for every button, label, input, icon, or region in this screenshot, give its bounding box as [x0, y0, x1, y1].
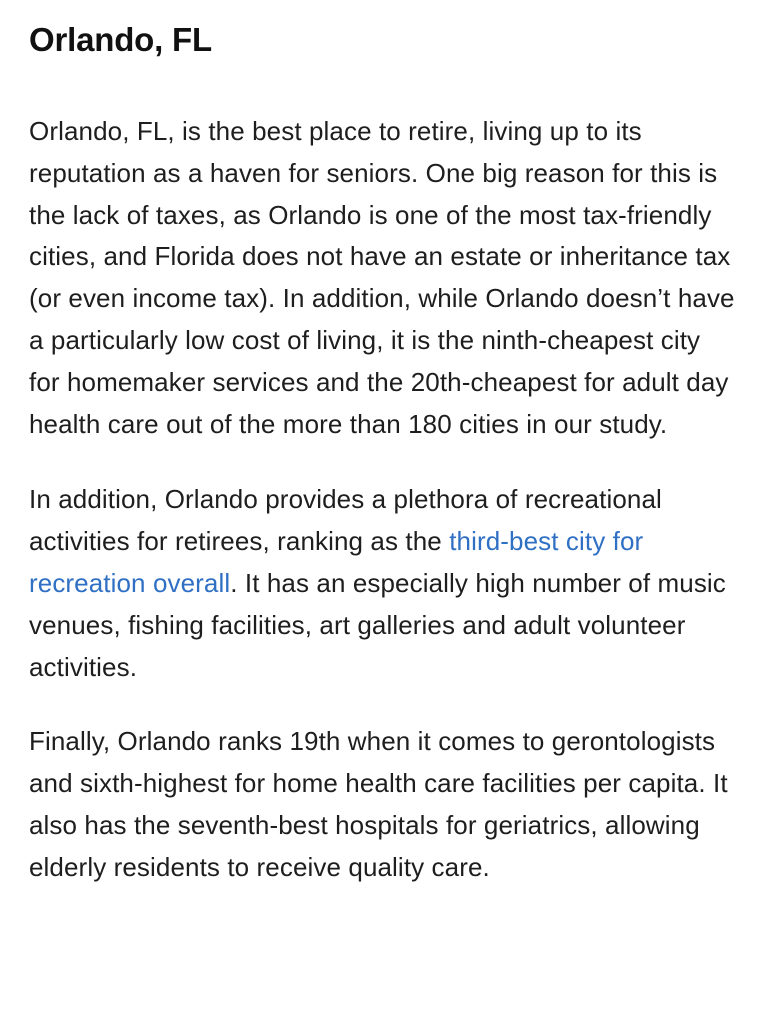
section-heading: Orlando, FL [29, 21, 212, 58]
paragraph-recreation-text-end: . It has an especially high number of music venues, fishing facilities, art galleries and adult volunteer activities. [29, 567, 726, 682]
paragraph-taxes: Orlando, FL, is the best place to retire, living up to its reputation as a haven for seniors. One big reason for this is the lack of taxes, as Orlando is one of the most tax-friendly cities, and Florida does not have an estate or inheritance tax (or even income tax). In addition, while Orlando doesn’t have a particularly low cost of living, it is the ninth-cheapest city for homemaker services and the 20th-cheapest for adult day health care out of the more than 180 cities in our study. [29, 116, 735, 439]
paragraph-recreation-text-start: In addition, Orlando provides a plethora of recreational activities for retirees, ranking as the [29, 484, 662, 557]
recreation-ranking-link[interactable]: third-best city for recreation overall [29, 526, 644, 598]
paragraph-health-care: Finally, Orlando ranks 19th when it comes to gerontologists and sixth-highest for home health care facilities per capita. It also has the seventh-best hospitals for geriatrics, allowing elderly residents to receive quality care. [29, 726, 728, 882]
paragraph-recreation [29, 479, 736, 688]
